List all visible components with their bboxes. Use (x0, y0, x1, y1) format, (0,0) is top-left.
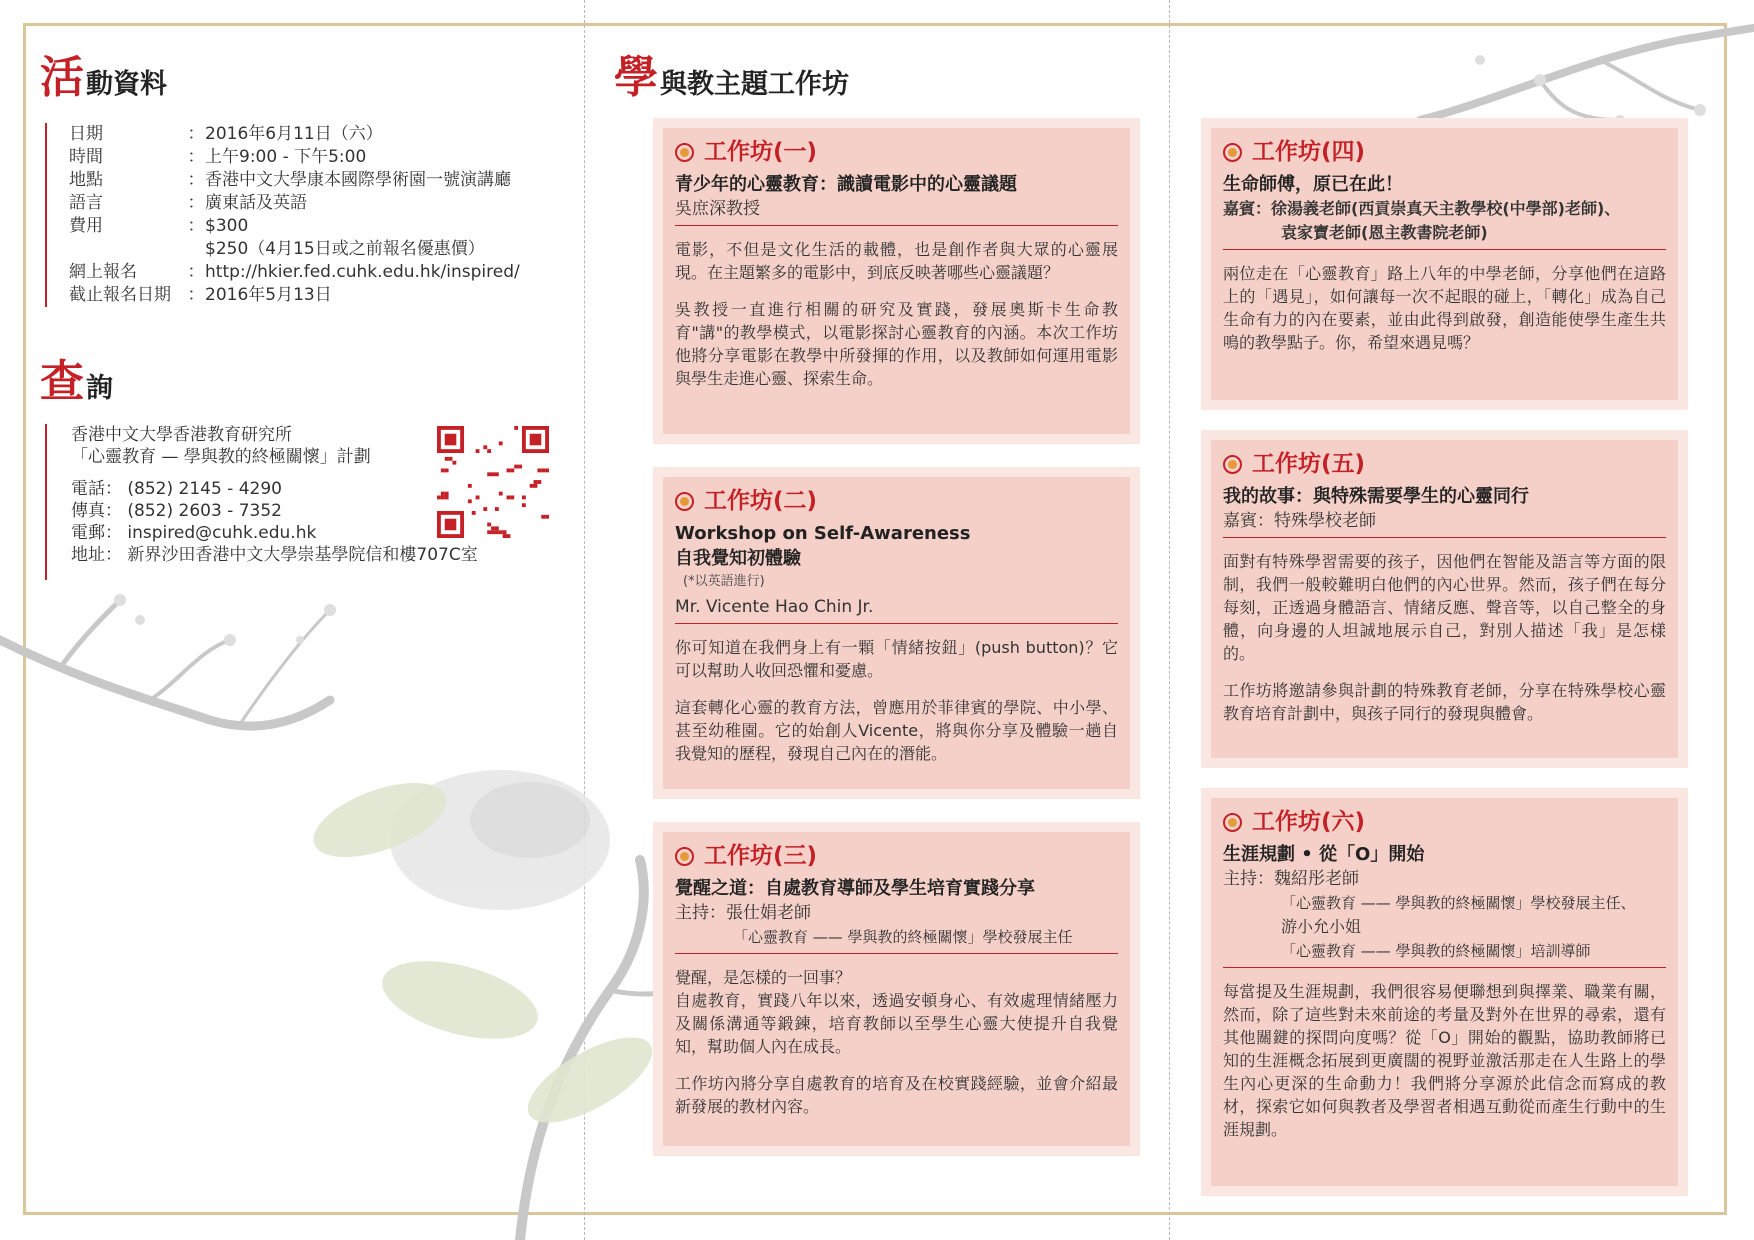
bullet-circle-icon (675, 492, 694, 511)
workshop-1-subtitle: 青少年的心靈教育：識讀電影中的心靈議題 (675, 174, 1017, 195)
divider (1223, 537, 1666, 538)
info-colon: ： (187, 193, 205, 213)
workshop-2-subtitle-zh: 自我覺知初體驗 (675, 548, 801, 569)
workshops-heading-accent: 學 (614, 52, 658, 103)
workshop-3-host: 主持：張仕娟老師 (675, 903, 811, 923)
workshop-1-para-2: 吳教授一直進行相關的研究及實踐，發展奧斯卡生命教育"講"的教學模式，以電影探討心靈教育的內涵。本次工作坊他將分享電影在教學中所發揮的作用，以及教師如何運用電影與學生走進心靈、探索生命。 (675, 300, 1118, 388)
contact-email[interactable]: 電郵： inspired@cuhk.edu.hk (71, 523, 317, 543)
info-label: 語言 (69, 193, 103, 213)
workshop-4-subtitle: 生命師傅，原已在此！ (1223, 174, 1403, 195)
enquiry-heading-accent: 查 (40, 356, 84, 407)
divider (1223, 249, 1666, 250)
divider (675, 953, 1118, 954)
info-row (69, 261, 520, 284)
enquiry-heading (40, 356, 113, 407)
info-value: 2016年5月13日 (205, 285, 332, 305)
workshops-heading (614, 52, 849, 103)
info-colon: ： (187, 285, 205, 305)
divider (1223, 967, 1666, 968)
workshop-2-para-1: 你可知道在我們身上有一顆「情緒按鈕」(push button)？它可以幫助人收回恐懼和憂慮。 (675, 638, 1118, 680)
workshop-2-language-note: (*以英語進行) (683, 574, 765, 589)
info-label: 日期 (69, 124, 103, 144)
info-value: 香港中文大學康本國際學術園一號演講廳 (205, 170, 511, 190)
workshop-5-title: 工作坊(五) (1223, 448, 1666, 480)
workshop-4-guest-1: 嘉賓：徐湯義老師(西貢崇真天主教學校(中學部)老師)、 (1223, 199, 1621, 218)
info-colon: ： (187, 262, 205, 282)
workshop-5-para-2: 工作坊將邀請參與計劃的特殊教育老師，分享在特殊學校心靈教育培育計劃中，與孩子同行的發現與體會。 (1223, 681, 1666, 723)
workshop-6-title: 工作坊(六) (1223, 806, 1666, 838)
info-colon: ： (187, 124, 205, 144)
workshop-6-host-2: 游小允小姐 (1281, 917, 1362, 936)
contact-address: 地址： 新界沙田香港中文大學崇基學院信和樓707C室 (71, 545, 478, 565)
workshop-1-para-1: 電影，不但是文化生活的載體，也是創作者與大眾的心靈展現。在主題繁多的電影中，到底反映著哪些心靈議題？ (675, 240, 1118, 282)
workshop-3-title: 工作坊(三) (675, 840, 1118, 872)
info-row (69, 192, 520, 215)
workshop-2-speaker: Mr. Vicente Hao Chin Jr. (675, 597, 874, 617)
contact-fax: 傳真： (852) 2603 - 7352 (71, 501, 282, 521)
workshop-2-title: 工作坊(二) (675, 485, 1118, 517)
qr-code[interactable] (437, 426, 549, 538)
info-label: 地點 (69, 170, 103, 190)
activity-info (45, 123, 520, 307)
info-row (69, 169, 520, 192)
workshop-2-para-2: 這套轉化心靈的教育方法，曾應用於菲律賓的學院、中小學、甚至幼稚園。它的始創人Vicente，將與你分享及體驗一趟自我覺知的歷程，發現自己內在的潛能。 (675, 698, 1118, 763)
workshop-6-host-2-role: 「心靈教育 —— 學與教的終極關懷」培訓導師 (1281, 942, 1591, 960)
workshop-1-card (653, 118, 1140, 444)
contact-tel: 電話： (852) 2145 - 4290 (71, 479, 282, 499)
info-label: 時間 (69, 147, 103, 167)
workshop-4-para-1: 兩位走在「心靈教育」路上八年的中學老師，分享他們在這路上的「遇見」，如何讓每一次不起眼的碰上，「轉化」成為自己生命有力的內在要素，並由此得到啟發，創造能使學生產生共鳴的教學點子。你，希望來遇見嗎？ (1223, 264, 1666, 352)
info-row (69, 146, 520, 169)
info-value: 上午9:00 - 下午5:00 (205, 147, 367, 167)
info-label (69, 238, 187, 261)
workshop-4-guest-2: 袁家寶老師(恩主教書院老師) (1281, 223, 1488, 242)
info-row (69, 123, 520, 146)
bullet-circle-icon (1223, 455, 1242, 474)
workshop-4-title: 工作坊(四) (1223, 136, 1666, 168)
workshop-5-subtitle: 我的故事：與特殊需要學生的心靈同行 (1223, 486, 1529, 507)
workshop-3-subtitle: 覺醒之道：自處教育導師及學生培育實踐分享 (675, 878, 1035, 899)
workshop-6-host: 主持：魏紹彤老師 (1223, 869, 1359, 889)
workshop-3-para-1b: 自處教育，實踐八年以來，透過安頓身心、有效處理情緒壓力及關係溝通等鍛鍊，培育教師以至學生心靈大使提升自我覺知，幫助個人內在成長。 (675, 991, 1118, 1056)
workshop-5-guest: 嘉賓：特殊學校老師 (1223, 511, 1376, 531)
info-value: $300 (205, 216, 249, 236)
info-colon: ： (187, 147, 205, 167)
fold-line-2 (1169, 0, 1170, 1240)
enquiry-heading-text: 詢 (86, 373, 113, 404)
fold-line-1 (584, 0, 585, 1240)
info-colon (187, 238, 205, 261)
info-colon: ： (187, 216, 205, 236)
workshop-6-para-1: 每當提及生涯規劃，我們很容易便聯想到與擇業、職業有關，然而，除了這些對未來前途的考量及對外在世界的尋索，還有其他關鍵的探問向度嗎？從「O」開始的觀點，協助教師將已知的生涯概念拓展到更廣闊的視野並激活那走在人生路上的學生內心更深的生命動力！我們將分享源於此信念而寫成的教材，探索它如何與教者及學習者相遇互動從而產生行動中的生涯規劃。 (1223, 982, 1666, 1139)
info-row (69, 215, 520, 238)
workshop-1-speaker: 吳庶深教授 (675, 199, 760, 219)
workshop-2-card (653, 467, 1140, 799)
workshop-6-card (1201, 788, 1688, 1196)
info-colon: ： (187, 170, 205, 190)
bullet-circle-icon (1223, 813, 1242, 832)
workshop-6-subtitle: 生涯規劃 • 從「O」開始 (1223, 844, 1425, 865)
workshop-3-card (653, 822, 1140, 1156)
workshop-6-host-role: 「心靈教育 —— 學與教的終極關懷」學校發展主任、 (1281, 894, 1636, 912)
org-line-2: 「心靈教育 — 學與教的終極關懷」計劃 (71, 447, 371, 467)
activity-heading (40, 52, 167, 103)
org-line-1: 香港中文大學香港教育研究所 (71, 425, 292, 445)
workshop-1-title: 工作坊(一) (675, 136, 1118, 168)
workshop-3-para-2: 工作坊內將分享自處教育的培育及在校實踐經驗，並會介紹最新發展的教材內容。 (675, 1074, 1118, 1116)
workshop-5-card (1201, 430, 1688, 768)
info-value: 2016年6月11日（六） (205, 124, 383, 144)
workshop-2-subtitle-en: Workshop on Self-Awareness (675, 523, 971, 544)
info-value[interactable]: http://hkier.fed.cuhk.edu.hk/inspired/ (205, 262, 520, 282)
activity-heading-text: 動資料 (86, 69, 167, 100)
divider (675, 623, 1118, 624)
activity-heading-accent: 活 (40, 52, 84, 103)
info-value: $250（4月15日或之前報名優惠價） (205, 239, 485, 259)
info-label: 費用 (69, 216, 103, 236)
workshop-3-host-role: 「心靈教育 —— 學與教的終極關懷」學校發展主任 (733, 928, 1073, 946)
info-label: 網上報名 (69, 262, 137, 282)
info-row (69, 238, 520, 261)
workshop-5-para-1: 面對有特殊學習需要的孩子，因他們在智能及語言等方面的限制，我們一般較難明白他們的內心世界。然而，孩子們在每分每刻，正透過身體語言、情緒反應、聲音等，以自己整全的身體，向身邊的人坦誠地展示自己，對別人描述「我」是怎樣的。 (1223, 552, 1666, 663)
bullet-circle-icon (675, 143, 694, 162)
info-label: 截止報名日期 (69, 285, 171, 305)
info-row (69, 284, 520, 307)
bullet-circle-icon (1223, 143, 1242, 162)
info-value: 廣東話及英語 (205, 193, 307, 213)
workshop-4-card (1201, 118, 1688, 410)
workshops-heading-text: 與教主題工作坊 (660, 69, 849, 100)
workshop-3-para-1a: 覺醒，是怎樣的一回事？ (675, 968, 852, 987)
bullet-circle-icon (675, 847, 694, 866)
divider (675, 225, 1118, 226)
